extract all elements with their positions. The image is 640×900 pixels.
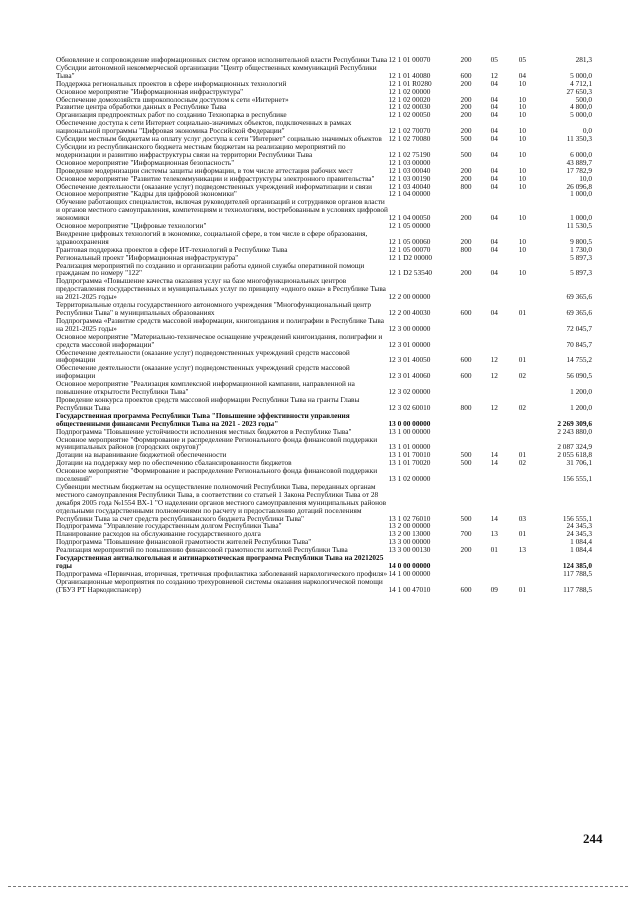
row-name: Проведение конкурса проектов средств массовой информации Республики Тыва на гранты Главы Республики Тыва <box>56 394 360 412</box>
row-subsection: 10 <box>518 94 527 104</box>
row-section <box>481 317 507 333</box>
row-expense-type: 200 <box>460 78 472 88</box>
table-row <box>56 436 592 452</box>
row-section <box>481 333 507 349</box>
table-row <box>56 333 592 349</box>
row-subsection: 10 <box>518 244 527 254</box>
row-name: Основное мероприятие "Развитие телекоммуникации и инфраструктуры электронного правительства" <box>56 173 375 183</box>
row-name: Подпрограмма «Развитие средств массовой информации, книгоиздания и полиграфии в Республике Тыва на 2021-2025 годы» <box>56 315 384 333</box>
table-row <box>56 301 592 317</box>
row-amount: 69 365,6 <box>566 308 592 317</box>
row-name: Основное мероприятие "Материально-техническое оснащение учреждений книгоиздания, полиграфии и средств массовой информации" <box>56 331 383 349</box>
row-name: Подпрограмма "Управление государственным долгом Республики Тыва" <box>56 521 282 531</box>
row-expense-type: 600 <box>460 355 472 365</box>
row-subsection: 10 <box>518 102 527 112</box>
row-section: 04 <box>490 126 498 136</box>
row-expense-type: 200 <box>460 173 472 183</box>
row-name: Поддержка региональных проектов в сфере информационных технологий <box>56 78 287 88</box>
row-code: 12 1 01 00070 <box>388 55 431 64</box>
row-name: Организационные мероприятия по созданию трехуровневой системы оказания наркологической помощи (ГБУЗ РТ Наркодиспансер) <box>56 576 383 594</box>
row-name: Реализация мероприятий по созданию и организации работы единой службы оперативной помощи гражданам по номеру "122" <box>56 260 365 278</box>
row-code: 12 3 01 40060 <box>388 371 431 381</box>
table-row <box>56 349 592 365</box>
row-expense-type: 200 <box>460 110 472 120</box>
row-section: 04 <box>490 173 498 183</box>
row-code: 13 1 02 00000 <box>388 474 431 484</box>
row-section: 04 <box>490 94 498 104</box>
row-expense-type: 800 <box>460 244 472 254</box>
row-code: 12 1 03 40040 <box>388 181 431 191</box>
row-amount: 2 243 880,0 <box>557 426 592 436</box>
row-expense-type <box>451 254 481 262</box>
row-amount: 1 084,4 <box>570 537 592 547</box>
row-expense-type <box>451 222 481 230</box>
row-expense-type <box>451 190 481 198</box>
row-code: 13 2 00 13000 <box>388 529 431 539</box>
footer-line <box>8 886 628 887</box>
row-subsection <box>507 380 537 396</box>
row-name: Планирование расходов на обслуживание государственного долга <box>56 529 261 539</box>
row-amount: 1 000,0 <box>570 189 592 199</box>
row-amount: 2 087 324,9 <box>557 442 592 452</box>
row-subsection <box>507 428 537 436</box>
row-amount: 43 889,7 <box>566 157 592 167</box>
row-section: 12 <box>490 355 498 365</box>
row-section: 04 <box>490 236 498 246</box>
table-row <box>56 230 592 246</box>
row-expense-type: 700 <box>460 529 472 539</box>
row-code: 12 1 02 00000 <box>388 86 431 96</box>
row-subsection: 10 <box>518 181 527 191</box>
row-subsection <box>507 222 537 230</box>
row-subsection: 03 <box>518 513 527 523</box>
row-subsection: 10 <box>518 134 527 144</box>
row-amount: 117 788,5 <box>563 584 592 594</box>
row-name: Субсидии автономной некоммерческой организации "Центр общественных коммуникаций Республики Тыва" <box>56 62 377 80</box>
row-subsection: 01 <box>518 450 527 460</box>
row-subsection: 10 <box>518 268 527 278</box>
row-code: 12 1 05 00060 <box>388 236 431 246</box>
row-expense-type: 600 <box>460 308 472 317</box>
row-subsection <box>507 412 537 428</box>
row-section: 01 <box>490 545 498 555</box>
row-amount: 124 385,0 <box>562 561 592 570</box>
row-expense-type: 200 <box>460 102 472 112</box>
row-subsection: 10 <box>518 236 527 246</box>
row-subsection: 01 <box>518 308 527 317</box>
row-name: Подпрограмма «Первичная, вторичная, третичная профилактика заболеваний наркологического профиля» <box>56 568 388 578</box>
table-row <box>56 364 592 380</box>
row-section: 12 <box>490 371 498 381</box>
row-subsection: 10 <box>518 173 527 183</box>
row-expense-type: 200 <box>460 94 472 104</box>
row-amount: 1 730,0 <box>570 244 592 254</box>
row-code: 12 1 03 00190 <box>388 173 431 183</box>
row-section: 04 <box>490 134 498 144</box>
row-expense-type: 800 <box>460 181 472 191</box>
row-section: 05 <box>490 55 498 64</box>
row-subsection: 05 <box>518 55 527 64</box>
row-amount: 500,0 <box>575 94 592 104</box>
row-subsection: 02 <box>518 371 527 381</box>
table-row <box>56 198 592 222</box>
row-expense-type: 500 <box>460 450 472 460</box>
row-name: Грантовая поддержка проектов в сфере ИТ-технологий в Республике Тыва <box>56 244 288 254</box>
row-section: 09 <box>490 584 498 594</box>
row-subsection: 01 <box>518 584 527 594</box>
row-code: 12 3 00 00000 <box>388 323 431 333</box>
row-code: 13 2 00 00000 <box>388 521 431 531</box>
row-amount: 11 530,5 <box>566 221 592 231</box>
row-amount: 9 800,5 <box>570 236 592 246</box>
row-name: Субсидии местным бюджетам на оплату услуг доступа к сети "Интернет" социально значимых объектов <box>56 134 382 144</box>
row-name: Организация предпроектных работ по созданию Технопарка в республике <box>56 110 287 120</box>
row-expense-type <box>451 317 481 333</box>
row-code: 14 1 00 00000 <box>388 568 431 578</box>
row-code: 12 1 02 00020 <box>388 94 431 104</box>
row-name: Подпрограмма "Повышение финансовой грамотности жителей Республики Тыва" <box>56 537 312 547</box>
table-row <box>56 119 592 135</box>
row-section: 12 <box>490 70 498 80</box>
row-name: Субвенции местным бюджетам на осуществление полномочий Республики Тыва, переданных органам местного самоуправления Республики Тыва, в соответствии со статьей 1 Закона Республики Тыва от 28 декабря 2005 года №1554 ВХ-1 "О наделении органов местного самоуправления муниципальных районов отдельными государственными полномочиями по расчету и предоставлению дотаций поселениям Республики Тыва за счет средств республиканского бюджета Республики Тыва" <box>56 481 387 523</box>
row-subsection: 10 <box>518 78 527 88</box>
row-expense-type <box>451 277 481 301</box>
row-name: Основное мероприятие "Цифровые технологии" <box>56 221 207 231</box>
row-amount: 6 000,0 <box>570 149 592 159</box>
row-subsection <box>507 190 537 198</box>
row-code: 12 2 00 40030 <box>388 308 431 317</box>
row-expense-type <box>451 333 481 349</box>
row-code: 12 3 01 40050 <box>388 355 431 365</box>
row-name: Дотации на поддержку мер по обеспечению сбалансированности бюджетов <box>56 458 292 468</box>
row-name: Государственная программа Республики Тыва "Повышение эффективности управления общественными финансами Республики Тыва на 2021 - 2023 годы" <box>56 410 350 428</box>
row-subsection <box>507 317 537 333</box>
table-row <box>56 262 592 278</box>
table-row <box>56 277 592 301</box>
row-code: 12 1 01 R0280 <box>388 78 432 88</box>
row-amount: 56 090,5 <box>566 371 592 381</box>
row-name: Основное мероприятие "Формирование и распределение Регионального фонда финансовой поддержки поселений" <box>56 466 378 484</box>
row-subsection: 01 <box>518 355 527 365</box>
row-section: 04 <box>490 149 498 159</box>
row-section <box>481 436 507 452</box>
row-section: 04 <box>490 102 498 112</box>
row-amount: 69 365,6 <box>566 292 592 302</box>
row-code: 12 1 05 00000 <box>388 221 431 231</box>
row-code: 12 1 02 00030 <box>388 102 431 112</box>
row-code: 12 1 03 00000 <box>388 157 431 167</box>
row-expense-type: 200 <box>460 213 472 223</box>
table-row <box>56 483 592 523</box>
row-code: 12 1 02 70080 <box>388 134 431 144</box>
row-name: Подпрограмма «Повышение качества оказания услуг на базе многофункциональных центров предоставления государственных и муниципальных услуг по принципу «одного окна» в Республике Тыва на 2021-2025 годы» <box>56 276 386 302</box>
row-amount: 1 200,0 <box>570 387 592 397</box>
row-name: Обучение работающих специалистов, включая руководителей организаций и сотрудников органов власти и органов местного самоуправления, компетенциям и технологиям, востребованным в условиях цифровой экономики <box>56 197 388 223</box>
row-amount: 31 706,1 <box>566 458 592 468</box>
row-name: Субсидии из республиканского бюджета местным бюджетам на реализацию мероприятий по модернизации и развитию инфраструктуры связи на территории Республики Тыва <box>56 141 346 159</box>
row-code: 12 1 04 00000 <box>388 189 431 199</box>
row-code: 14 0 00 00000 <box>388 561 431 570</box>
row-name: Основное мероприятие "Реализация комплексной информационной кампании, направленной на повышение открытости Республики Тыва" <box>56 379 355 397</box>
row-section <box>481 570 507 578</box>
row-name: Внедрение цифровых технологий в экономике, социальной сфере, в том числе в сфере образования, здравоохранения <box>56 228 368 246</box>
row-subsection: 01 <box>518 529 527 539</box>
row-subsection: 02 <box>518 458 527 468</box>
row-amount: 27 650,3 <box>566 86 592 96</box>
row-section: 14 <box>490 458 498 468</box>
row-amount: 17 782,9 <box>566 165 592 175</box>
row-amount: 24 345,3 <box>566 521 592 531</box>
row-section: 13 <box>490 529 498 539</box>
row-section <box>481 190 507 198</box>
row-subsection: 10 <box>518 213 527 223</box>
row-name: Государственная антиалкогольная и антинаркотическая программа Республики Тыва на 20212025 годы <box>56 553 384 570</box>
row-amount: 1 200,0 <box>570 402 592 412</box>
row-amount: 11 350,3 <box>566 134 592 144</box>
row-code: 12 2 00 00000 <box>388 292 431 302</box>
row-expense-type: 200 <box>460 55 472 64</box>
row-code: 12 3 01 00000 <box>388 339 431 349</box>
row-section: 04 <box>490 110 498 120</box>
row-section <box>481 254 507 262</box>
row-name: Основное мероприятие "Кадры для цифровой экономики" <box>56 189 237 199</box>
table-row <box>56 554 592 570</box>
row-subsection: 04 <box>518 70 527 80</box>
row-section: 04 <box>490 268 498 278</box>
row-expense-type: 500 <box>460 149 472 159</box>
row-amount: 4 800,0 <box>570 102 592 112</box>
row-subsection <box>507 333 537 349</box>
row-code: 12 1 02 00050 <box>388 110 431 120</box>
row-name: Обеспечение деятельности (оказание услуг) подведомственных учреждений информатизации и связи <box>56 181 373 191</box>
row-code: 12 1 D2 53540 <box>388 268 433 278</box>
budget-table-container <box>56 56 592 594</box>
row-name: Проведение модернизации системы защиты информации, в том числе аттестация рабочих мест <box>56 165 353 175</box>
row-code: 13 1 01 00000 <box>388 442 431 452</box>
row-section <box>481 467 507 483</box>
budget-table-body <box>56 56 592 594</box>
row-subsection: 10 <box>518 149 527 159</box>
row-amount: 5 897,3 <box>570 268 592 278</box>
row-code: 13 1 01 70010 <box>388 450 431 460</box>
row-code: 12 1 02 70070 <box>388 126 431 136</box>
row-section: 14 <box>490 513 498 523</box>
row-section: 04 <box>490 78 498 88</box>
row-section <box>481 554 507 570</box>
row-amount: 5 000,0 <box>570 110 592 120</box>
row-expense-type: 500 <box>460 134 472 144</box>
row-code: 13 3 00 00000 <box>388 537 431 547</box>
row-code: 14 1 00 47010 <box>388 584 431 594</box>
row-expense-type: 600 <box>460 584 472 594</box>
row-amount: 72 045,7 <box>566 323 592 333</box>
row-subsection <box>507 570 537 578</box>
row-section: 04 <box>490 308 498 317</box>
row-expense-type: 500 <box>460 458 472 468</box>
row-code: 13 1 02 76010 <box>388 513 431 523</box>
row-amount: 2 269 309,6 <box>557 418 592 428</box>
table-row <box>56 143 592 159</box>
row-name: Основное мероприятие "Формирование и распределение Регионального фонда финансовой поддержки муниципальных районов (городских округов)" <box>56 434 378 452</box>
row-subsection <box>507 254 537 262</box>
row-code: 13 1 01 70020 <box>388 458 431 468</box>
row-name: Основное мероприятие "Информационная инфраструктура" <box>56 86 244 96</box>
row-expense-type <box>451 412 481 428</box>
row-section: 04 <box>490 244 498 254</box>
row-name: Обеспечение доступа к сети Интернет социально-значимых объектов, подключенных в рамках национальной программы "Цифровая экономика Российской Федерации" <box>56 118 352 136</box>
row-amount: 24 345,3 <box>566 529 592 539</box>
table-row <box>56 317 592 333</box>
row-expense-type: 500 <box>460 513 472 523</box>
table-row <box>56 396 592 412</box>
row-amount: 0,0 <box>582 126 592 136</box>
row-name: Основное мероприятие "Информационная безопасность" <box>56 157 235 167</box>
row-code: 12 1 04 00050 <box>388 213 431 223</box>
row-subsection: 10 <box>518 110 527 120</box>
row-amount: 70 845,7 <box>566 339 592 349</box>
table-row <box>56 578 592 594</box>
row-section <box>481 277 507 301</box>
row-expense-type <box>451 570 481 578</box>
table-row <box>56 64 592 80</box>
row-amount: 4 712,1 <box>570 78 592 88</box>
row-amount: 117 788,5 <box>563 568 592 578</box>
row-subsection: 10 <box>518 126 527 136</box>
table-row <box>56 467 592 483</box>
row-expense-type: 600 <box>460 371 472 381</box>
row-amount: 2 055 618,8 <box>557 450 592 460</box>
row-name: Реализация мероприятий по повышению финансовой грамотности жителей Республики Тыва <box>56 545 348 555</box>
row-expense-type <box>451 554 481 570</box>
row-amount: 156 555,1 <box>562 474 592 484</box>
table-row <box>56 412 592 428</box>
budget-table <box>56 56 592 594</box>
row-code: 12 3 02 00000 <box>388 387 431 397</box>
row-subsection <box>507 277 537 301</box>
row-expense-type: 600 <box>460 70 472 80</box>
row-subsection: 02 <box>518 402 527 412</box>
row-code: 13 1 00 00000 <box>388 426 431 436</box>
row-name: Обеспечение домохозяйств широкополосным доступом к сети «Интернет» <box>56 94 289 104</box>
row-amount: 281,3 <box>575 55 592 64</box>
row-name: Подпрограмма "Повышение устойчивости исполнения местных бюджетов в Республике Тыва" <box>56 426 352 436</box>
row-code: 13 0 00 00000 <box>388 418 431 428</box>
row-subsection <box>507 467 537 483</box>
row-name: Развитие центра обработки данных в Республике Тыва <box>56 102 227 112</box>
row-expense-type: 800 <box>460 402 472 412</box>
row-amount: 10,0 <box>579 173 592 183</box>
row-expense-type: 200 <box>460 165 472 175</box>
row-section: 12 <box>490 402 498 412</box>
row-subsection <box>507 436 537 452</box>
row-subsection: 13 <box>518 545 527 555</box>
row-expense-type: 200 <box>460 236 472 246</box>
row-section: 04 <box>490 165 498 175</box>
row-section <box>481 412 507 428</box>
row-amount: 1 000,0 <box>570 213 592 223</box>
row-code: 12 1 05 00070 <box>388 244 431 254</box>
row-code: 12 1 D2 00000 <box>388 252 433 262</box>
row-expense-type: 200 <box>460 126 472 136</box>
row-code: 12 1 01 40080 <box>388 70 431 80</box>
row-subsection <box>507 554 537 570</box>
row-section <box>481 222 507 230</box>
row-section: 04 <box>490 213 498 223</box>
row-code: 13 3 00 00130 <box>388 545 431 555</box>
row-name: Обеспечение деятельности (оказание услуг) подведомственных учреждений средств массовой информации <box>56 347 350 365</box>
row-expense-type <box>451 380 481 396</box>
row-section <box>481 380 507 396</box>
row-expense-type <box>451 428 481 436</box>
row-amount: 14 755,2 <box>566 355 592 365</box>
row-amount: 156 555,1 <box>562 513 592 523</box>
row-expense-type: 200 <box>460 545 472 555</box>
table-row <box>56 380 592 396</box>
row-code: 12 1 03 00040 <box>388 165 431 175</box>
row-name: Дотации на выравнивание бюджетной обеспеченности <box>56 450 227 460</box>
row-code: 12 3 02 60010 <box>388 402 431 412</box>
row-name: Обеспечение деятельности (оказание услуг) подведомственных учреждений средств массовой информации <box>56 363 350 381</box>
row-name: Региональный проект "Информационная инфраструктура" <box>56 252 239 262</box>
row-code: 12 1 02 75190 <box>388 149 431 159</box>
page-number: 244 <box>583 831 603 846</box>
row-section <box>481 428 507 436</box>
row-amount: 1 084,4 <box>570 545 592 555</box>
row-amount: 5 000,0 <box>570 70 592 80</box>
row-name: Обновление и сопровождение информационных систем органов исполнительной власти Республики Тыва <box>56 55 388 64</box>
row-amount: 26 096,8 <box>566 181 592 191</box>
row-subsection: 10 <box>518 165 527 175</box>
row-expense-type: 200 <box>460 268 472 278</box>
row-expense-type <box>451 467 481 483</box>
row-section: 14 <box>490 450 498 460</box>
row-name: Территориальные отделы государственного автономного учреждения "Многофункциональный центр Республики Тыва" в муниципальных образованиях <box>56 300 371 317</box>
row-section: 04 <box>490 181 498 191</box>
row-amount: 5 897,3 <box>570 252 592 262</box>
row-expense-type <box>451 436 481 452</box>
